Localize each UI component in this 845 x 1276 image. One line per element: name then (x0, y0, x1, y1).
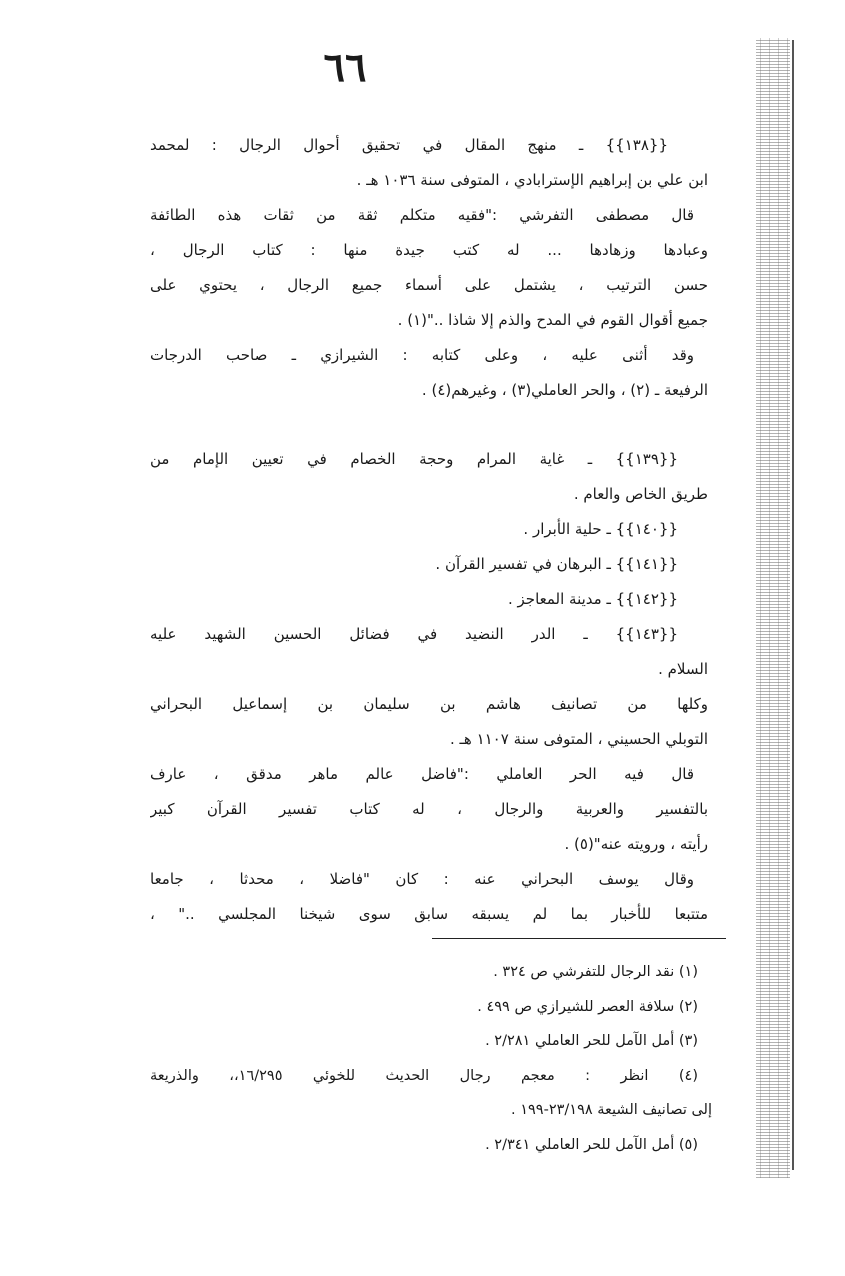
entry-143-line-2: السلام . (658, 660, 708, 678)
footnote-3: (٣) أمل الآمل للحر العاملي ٢/٢٨١ . (485, 1033, 698, 1049)
entry-140: {{١٤٠}} ـ حلية الأبرار . (523, 520, 678, 538)
footnotes (150, 955, 712, 1162)
entry-138-line-2: ابن علي بن إبراهيم الإسترابادي ، المتوفى سنة ١٠٣٦ هـ . (356, 171, 708, 189)
footnote-2: (٢) سلافة العصر للشيرازي ص ٤٩٩ . (477, 998, 698, 1015)
quote-line-5: متتبعا للأخبار بما لم يسبقه سابق سوى شيخنا المجلسي .." ، (150, 905, 708, 923)
entry-139-line-1: {{١٣٩}} ـ غاية المرام وحجة الخصام في تعيين الإمام من (150, 450, 678, 468)
entry-138-line-8: الرفيعة ـ (٢) ، والحر العاملي(٣) ، وغيرهم(٤) . (421, 381, 708, 399)
entry-138-line-4: وعبادها وزهادها ... له كتب جيدة منها : كتاب الرجال ، (150, 241, 708, 259)
body-text (150, 128, 708, 932)
entry-142: {{١٤٢}} ـ مدينة المعاجز . (507, 590, 678, 608)
entry-138-line-3: قال مصطفى التفرشي :"فقيه متكلم ثقة من ثقات هذه الطائفة (150, 206, 694, 224)
footnote-4-line-1: (٤) انظر : معجم رجال الحديث للخوئي ١٦/٢٩٥،، والذريعة (150, 1067, 698, 1084)
quote-line-3: رأيته ، ورويته عنه"(٥) . (564, 835, 708, 853)
quote-line-2: بالتفسير والعربية والرجال ، له كتاب تفسير القرآن كبير (150, 800, 708, 818)
footnote-4-line-2: إلى تصانيف الشيعة ٢٣/١٩٨-١٩٩ . (511, 1102, 712, 1118)
footnote-5: (٥) أمل الآمل للحر العاملي ٢/٣٤١ . (485, 1136, 698, 1153)
entry-138-line-6: جميع أقوال القوم في المدح والذم إلا شاذا .."(١) . (397, 311, 708, 329)
page-number: ٦٦ (323, 44, 367, 91)
authorship-line-2: التوبلي الحسيني ، المتوفى سنة ١١٠٧ هـ . (449, 730, 708, 748)
entry-138-line-1: {{١٣٨}} ـ منهج المقال في تحقيق أحوال الرجال : لمحمد (150, 136, 668, 154)
scan-edge-line (792, 40, 794, 1170)
quote-line-1: قال فيه الحر العاملي :"فاضل عالم ماهر مدقق ، عارف (150, 765, 694, 783)
paragraph-gap (150, 408, 708, 442)
entry-138-line-7: وقد أثنى عليه ، وعلى كتابه : الشيرازي ـ صاحب الدرجات (150, 346, 694, 364)
quote-line-4: وقال يوسف البحراني عنه : كان "فاضلا ، محدثا ، جامعا (150, 870, 694, 888)
entry-143-line-1: {{١٤٣}} ـ الدر النضيد في فضائل الحسين الشهيد عليه (150, 625, 678, 643)
footnote-divider (432, 938, 726, 939)
footnote-1: (١) نقد الرجال للتفرشي ص ٣٢٤ . (493, 964, 698, 980)
entry-138-line-5: حسن الترتيب ، يشتمل على أسماء جميع الرجال ، يحتوي على (150, 276, 708, 294)
entry-139-line-2: طريق الخاص والعام . (573, 485, 708, 503)
scan-binding-edge (756, 38, 790, 1178)
entry-141: {{١٤١}} ـ البرهان في تفسير القرآن . (435, 555, 678, 573)
authorship-line-1: وكلها من تصانيف هاشم بن سليمان بن إسماعيل البحراني (150, 695, 708, 713)
